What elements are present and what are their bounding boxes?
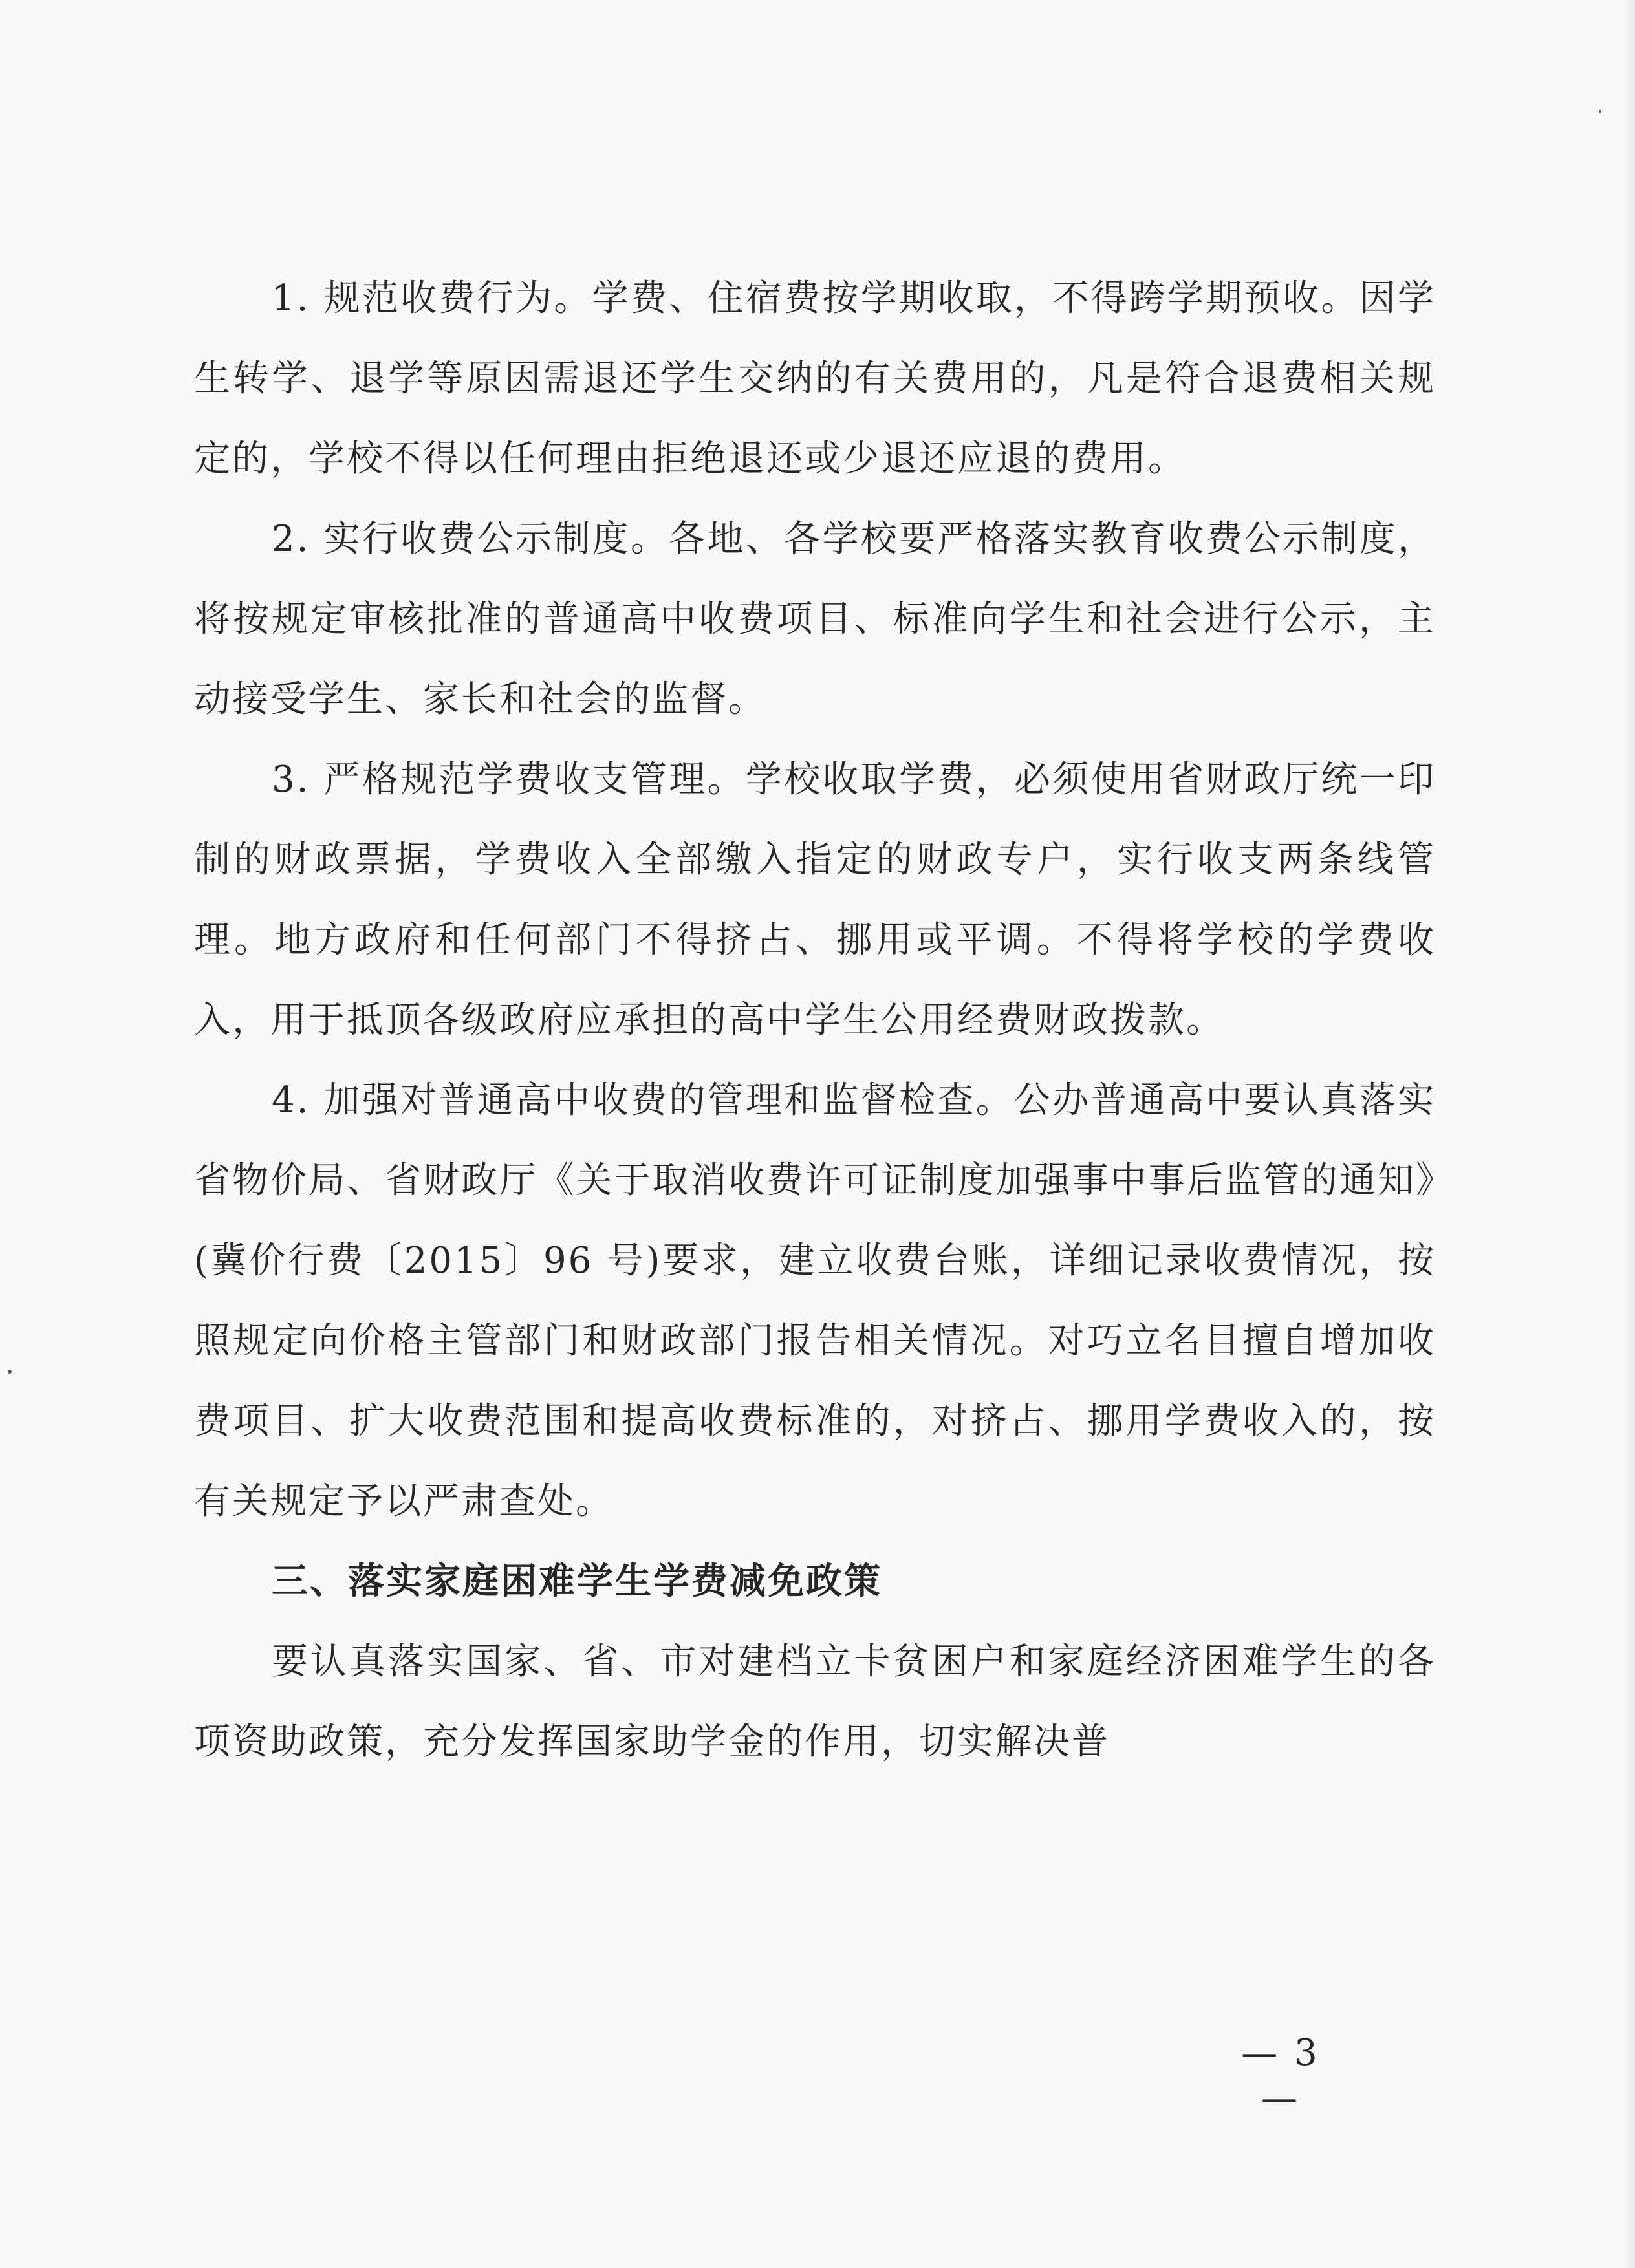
section-heading: 三、落实家庭困难学生学费减免政策 [272, 1561, 882, 1603]
document-body [194, 259, 1436, 1782]
scan-speck [1599, 110, 1601, 113]
scan-speck [8, 1370, 12, 1374]
paragraph-fee-behavior: 1. 规范收费行为。学费、住宿费按学期收取，不得跨学期预收。因学生转学、退学等原因需退还学生交纳的有关费用的，凡是符合退费相关规定的，学校不得以任何理由拒绝退还或少退还应退的费用。 [194, 277, 1436, 480]
paragraph-financial-aid: 要认真落实国家、省、市对建档立卡贫困户和家庭经济困难学生的各项资助政策，充分发挥国家助学金的作用，切实解决普 [194, 1641, 1436, 1763]
paragraph-supervision: 4. 加强对普通高中收费的管理和监督检查。公办普通高中要认真落实省物价局、省财政厅《关于取消收费许可证制度加强事中事后监管的通知》(冀价行费〔2015〕96 号)要求，建立收费台账，详细记录收费情况，按照规定向价格主管部门和财政部门报告相关情况。对巧立名目擅自增加收费项目、扩大收费范围和提高收费标准的，对挤占、挪用学费收入的，按有关规定予以严肃查处。 [194, 1079, 1436, 1522]
page-number: — 3 — [1241, 2032, 1320, 2119]
paragraph-fee-disclosure: 2. 实行收费公示制度。各地、各学校要严格落实教育收费公示制度，将按规定审核批准的普通高中收费项目、标准向学生和社会进行公示，主动接受学生、家长和社会的监督。 [194, 518, 1436, 720]
paragraph-tuition-management: 3. 严格规范学费收支管理。学校收取学费，必须使用省财政厅统一印制的财政票据，学费收入全部缴入指定的财政专户，实行收支两条线管理。地方政府和任何部门不得挤占、挪用或平调。不得将学校的学费收入，用于抵顶各级政府应承担的高中学生公用经费财政拨款。 [194, 759, 1436, 1041]
